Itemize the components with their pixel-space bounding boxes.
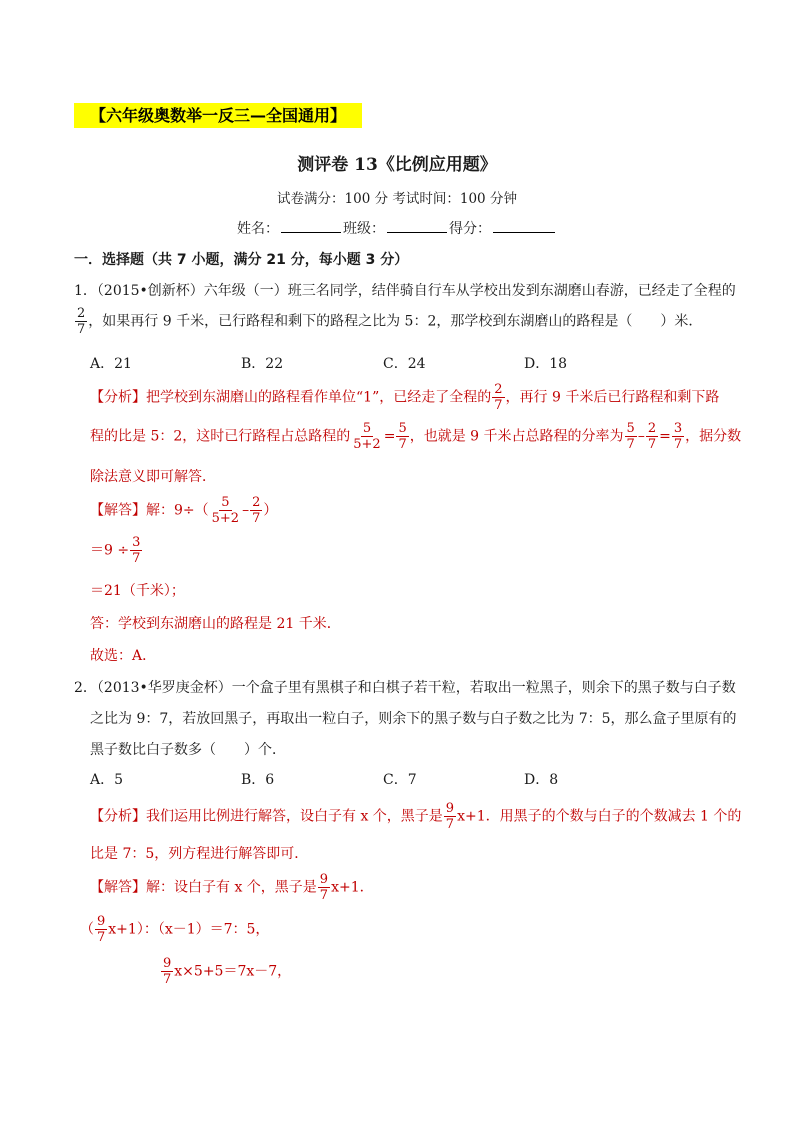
section-heading: 一．选择题（共 7 小题，满分 21 分，每小题 3 分）: [74, 252, 409, 268]
q1-analysis-line3: 除法意义即可解答．: [90, 469, 216, 485]
q2-stem-line1: 2．（2013•华罗庚金杯）一个盒子里有黑棋子和白棋子若干粒，若取出一粒黑子，则余下的黑子数与白子数: [74, 680, 736, 696]
q2-analysis-line1: 【分析】我们运用比例进行解答，设白子有 x 个，黑子是 $\frac{9}{7}$ x+1．用黑子的个数与白子的个数减去 1 个的: [90, 801, 742, 832]
q2-equation-1: （ $\frac{9}{7}$ x+1）：（x－1）＝7：5，: [80, 914, 270, 945]
q1-option-a: A．21: [90, 356, 132, 372]
q1-answer-line1: 【解答】解：9÷（ $\frac{5}{5+2}$ – $\frac{2}{7}$ ）: [90, 495, 278, 526]
name-blank[interactable]: [281, 231, 341, 233]
q1-option-b: B．22: [241, 356, 284, 372]
q1-option-c: C．24: [383, 356, 426, 372]
q2-stem-line3: 黑子数比白子数多（ ）个．: [90, 742, 286, 758]
score-blank[interactable]: [493, 231, 555, 233]
q2-option-c: C．7: [383, 772, 417, 788]
q1-step2: ＝9 ÷ $\frac{3}{7}$: [90, 535, 141, 566]
q2-answer-line1: 【解答】解：设白子有 x 个，黑子是 $\frac{9}{7}$ x+1．: [90, 872, 374, 903]
class-label: 班级：: [343, 221, 385, 237]
q2-option-b: B．6: [241, 772, 275, 788]
score-label: 得分：: [449, 221, 491, 237]
fraction: $\frac{2}{7}$: [77, 306, 86, 337]
q1-stem-line2: $\frac{2}{7}$ ，如果再行 9 千米，已行路程和剩下的路程之比为 5：2，那学校到东湖磨山的路程是（ ）米．: [77, 306, 703, 337]
q2-option-a: A．5: [90, 772, 124, 788]
series-banner: 【六年级奥数举一反三—全国通用】: [74, 103, 362, 128]
class-blank[interactable]: [387, 231, 447, 233]
q1-conclusion: 答：学校到东湖磨山的路程是 21 千米．: [90, 616, 341, 632]
q1-option-d: D．18: [524, 356, 568, 372]
q2-equation-2: $\frac{9}{7}$ x×5+5＝7x－7，: [163, 956, 292, 987]
student-info: [0, 218, 794, 238]
q1-analysis-line2: 程的比是 5：2，这时已行路程占总路程的 $\frac{5}{5+2}$ = $\frac{5}{7}$ ，也就是 9 千米占总路程的分率为 $\frac{5}{7}$ – $\frac{2}{7}$ = $\frac{3}{7}$ ，据分数: [90, 421, 742, 452]
q2-option-d: D．8: [524, 772, 559, 788]
exam-meta: 试卷满分：100 分 考试时间：100 分钟: [277, 191, 517, 207]
q2-analysis-line2: 比是 7：5，列方程进行解答即可．: [90, 846, 309, 862]
q1-choice: 故选：A．: [90, 648, 157, 664]
name-label: 姓名：: [237, 221, 279, 237]
q2-stem-line2: 之比为 9：7，若放回黑子，再取出一粒白子，则余下的黑子数与白子数之比为 7：5，那么盒子里原有的: [90, 711, 737, 727]
q1-stem-line1: 1．（2015•创新杯）六年级（一）班三名同学，结伴骑自行车从学校出发到东湖磨山春游，已经走了全程的: [74, 283, 736, 299]
q1-analysis-line1: 【分析】把学校到东湖磨山的路程看作单位“1”，已经走了全程的 $\frac{2}{7}$ ，再行 9 千米后已行路程和剩下路: [90, 382, 720, 413]
q1-step3: ＝21（千米）；: [90, 583, 185, 599]
page-title: 测评卷 13《比例应用题》: [297, 155, 497, 175]
